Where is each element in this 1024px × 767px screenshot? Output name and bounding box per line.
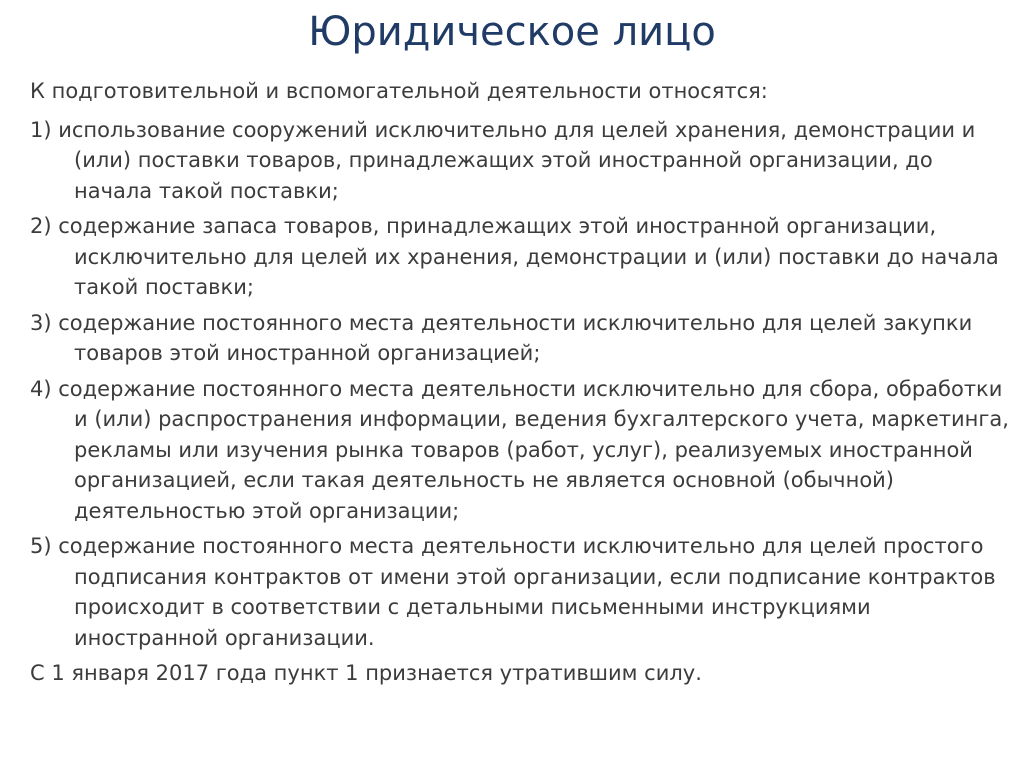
list-item-5: 5) содержание постоянного места деятельности исключительно для целей простого подписания контрактов от имени этой организации, если подписание контрактов происходит в соответствии с детальными письменными инструкциями иностранной организации.: [30, 534, 996, 650]
intro-text: К подготовительной и вспомогательной деятельности относятся:: [30, 79, 768, 103]
list-item-1: 1) использование сооружений исключительно для целей хранения, демонстрации и (или) поставки товаров, принадлежащих этой иностранной организации, до начала такой поставки;: [30, 117, 976, 203]
list-item-4: 4) содержание постоянного места деятельности исключительно для сбора, обработки и (или) распространения информации, ведения бухгалтерского учета, маркетинга, рекламы или изучения рынка товаров (работ, услуг), реализуемых иностранной организацией, если такая деятельность не является основной (обычной) деятельностью этой организации;: [30, 376, 1009, 523]
slide-title: Юридическое лицо: [308, 9, 716, 55]
slide-content: [30, 76, 1016, 694]
note-text: С 1 января 2017 года пункт 1 признается утратившим силу.: [30, 661, 702, 685]
list-item-2: 2) содержание запаса товаров, принадлежащих этой иностранной организации, исключительно для целей их хранения, демонстрации и (или) поставки до начала такой поставки;: [30, 214, 999, 299]
list-item-3: 3) содержание постоянного места деятельности исключительно для целей закупки товаров этой иностранной организацией;: [30, 310, 973, 365]
